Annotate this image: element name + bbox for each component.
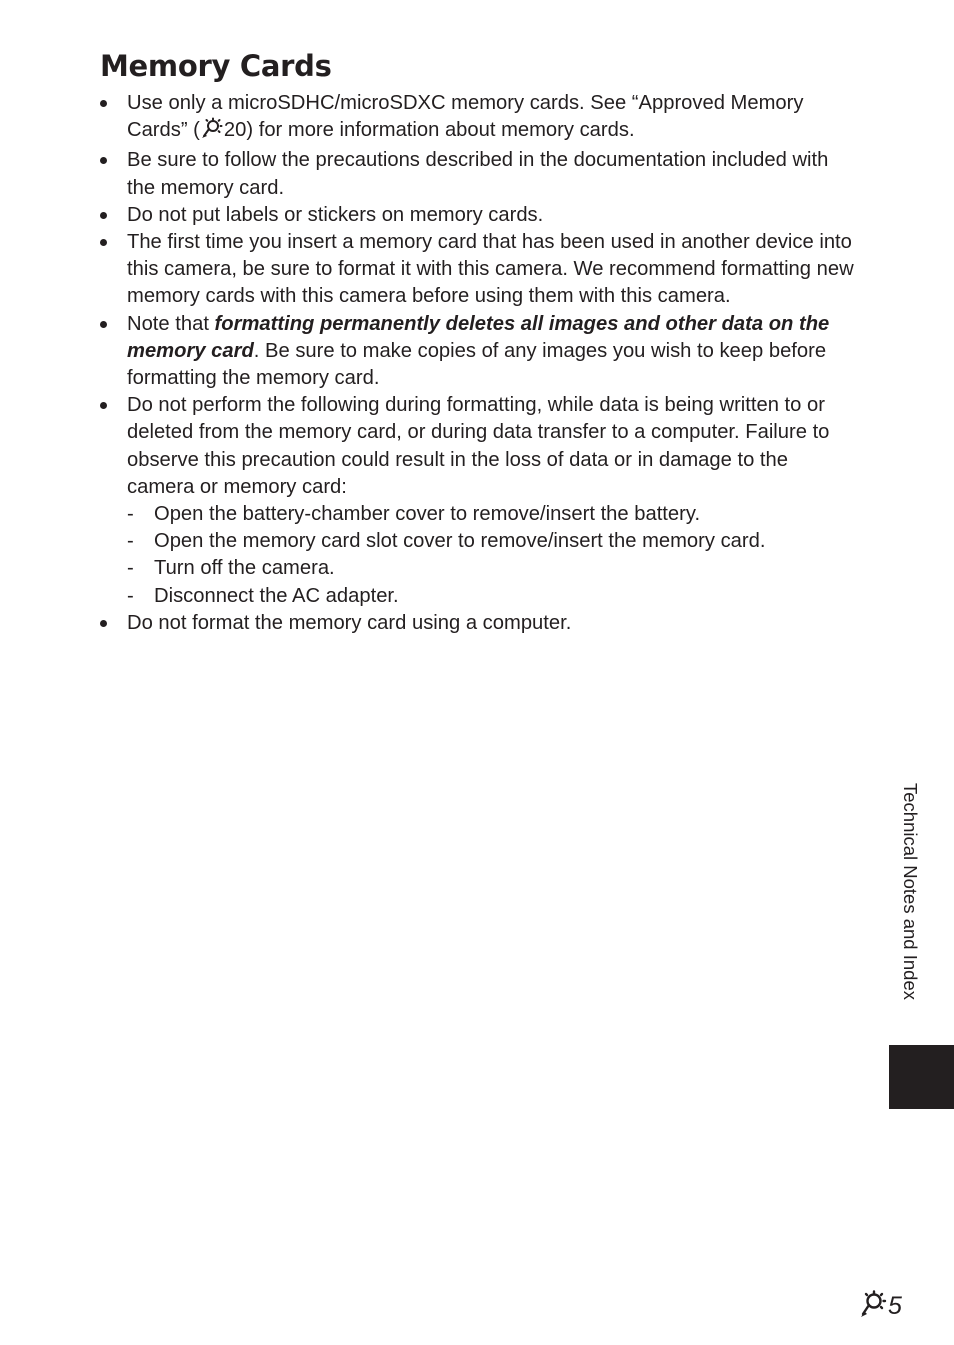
page-title: Memory Cards	[100, 49, 332, 83]
dash-marker: -	[127, 530, 134, 553]
page-number: 5	[858, 1288, 902, 1324]
sub-list-item: - Turn off the camera.	[127, 555, 860, 582]
list-item: Use only a microSDHC/microSDXC memory cards. See “Approved Memory Cards” ( 20) for more information about memory cards.	[100, 90, 860, 147]
section-tab	[889, 1045, 954, 1109]
bullet-icon	[100, 100, 107, 107]
format-warning-emphasis: formatting permanently deletes all images and other data on the memory card	[127, 312, 830, 362]
dash-marker: -	[127, 503, 134, 526]
sub-list-item: - Open the battery-chamber cover to remove/insert the battery.	[127, 501, 860, 528]
dash-marker: -	[127, 557, 134, 580]
list-item: Do not put labels or stickers on memory cards.	[100, 202, 860, 229]
dash-marker: -	[127, 584, 134, 607]
list-item: Note that formatting permanently deletes all images and other data on the memory card. Be sure to make copies of any images you wish to keep before formatting the memory card.	[100, 311, 860, 393]
bullet-list	[100, 90, 860, 637]
section-side-label: Technical Notes and Index	[900, 783, 921, 1000]
reference-page: 20	[223, 119, 247, 142]
technical-notes-icon	[200, 117, 224, 147]
list-item: Do not perform the following during formatting, while data is being written to or deleted from the memory card, or during data transfer to a computer. Failure to observe this precaution could result in the loss of data or in damage to the camera or memory card: - Open the battery-chamber cover to remove/insert the battery. - Open the memory card slot cover to remove/insert the memory card. - Turn off the camera. - Disconnect the AC adapter.	[100, 392, 860, 610]
list-item: Do not format the memory card using a computer.	[100, 610, 860, 637]
bullet-icon	[100, 402, 107, 409]
technical-notes-icon	[858, 1292, 888, 1320]
bullet-icon	[100, 239, 107, 246]
bullet-icon	[100, 321, 107, 328]
sub-list-item: - Disconnect the AC adapter.	[127, 583, 860, 610]
sub-list	[127, 501, 860, 610]
bullet-icon	[100, 212, 107, 219]
memory-card-precautions	[100, 90, 860, 637]
list-item: Be sure to follow the precautions described in the documentation included with the memory card.	[100, 147, 860, 201]
list-item: The first time you insert a memory card that has been used in another device into this camera, be sure to format it with this camera. We recommend formatting new memory cards with this camera before using them with this camera.	[100, 229, 860, 311]
bullet-icon	[100, 157, 107, 164]
bullet-icon	[100, 620, 107, 627]
sub-list-item: - Open the memory card slot cover to remove/insert the memory card.	[127, 528, 860, 555]
